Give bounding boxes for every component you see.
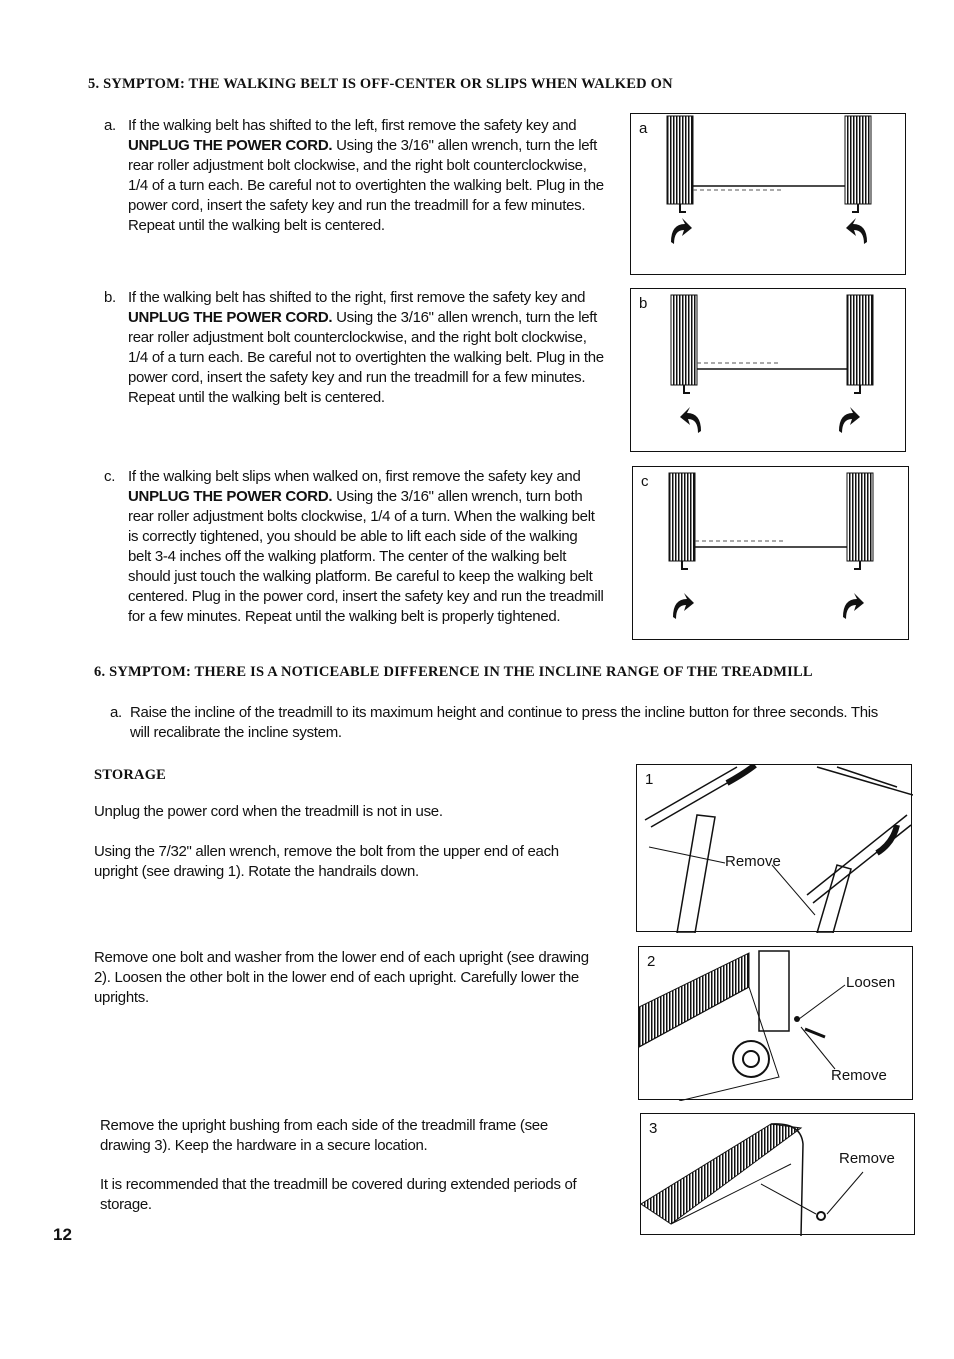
callout-remove: Remove [725, 853, 781, 870]
item-text: If the walking belt has shifted to the right, first remove the safety key and UNPLUG THE POWER CORD. Using the 3/16" allen wrench, turn the left rear roller adjustment bolt counterclockwise, and the right bolt clockwise, 1/4 of a turn each. Be careful not to overtighten the walking belt. Plug in the power cord, insert the safety key and run the treadmill for a few minutes. Repeat until the walking belt is centered. [128, 289, 604, 406]
callout-remove: Remove [831, 1067, 887, 1084]
roller-adjustment-diagram [633, 467, 910, 641]
item-label: c. [104, 468, 116, 485]
storage-paragraph-unplug: Unplug the power cord when the treadmill is not in use. [94, 803, 443, 820]
figure-label: b [639, 295, 648, 312]
storage-paragraph-bushing: Remove the upright bushing from each side of the treadmill frame (see drawing 3). Keep the hardware in a secure location. [100, 1117, 548, 1154]
figure-label: a [639, 120, 648, 137]
item-text: If the walking belt slips when walked on, first remove the safety key and UNPLUG THE POWER CORD. Using the 3/16" allen wrench, turn both rear roller adjustment bolts clockwise, 1/4 of a turn. When the walking belt is correctly tightened, you should be able to lift each side of the walking belt 3-4 inches off the walking platform. The center of the walking belt should just touch the walking platform. Be careful to keep the walking belt centered. Plug in the power cord, insert the safety key and run the treadmill for a few minutes. Repeat until the walking belt is properly tightened. [128, 468, 604, 625]
bushing-diagram [641, 1114, 916, 1236]
figure-c-tighten [632, 466, 909, 640]
figure-a-left-shift [630, 113, 906, 275]
item-text: If the walking belt has shifted to the left, first remove the safety key and UNPLUG THE POWER CORD. Using the 3/16" allen wrench, turn the left rear roller adjustment bolt clockwise, and the right bolt counterclockwise, 1/4 of a turn each. Be careful not to overtighten the walking belt. Plug in the power cord, insert the safety key and run the treadmill for a few minutes. Repeat until the walking belt is centered. [128, 117, 604, 234]
upright-diagram [637, 765, 913, 933]
instruction-6a [110, 703, 890, 743]
figure-label: c [641, 473, 649, 490]
item-label: b. [104, 289, 116, 306]
storage-paragraph-cover: It is recommended that the treadmill be covered during extended periods of storage. [100, 1176, 577, 1213]
drawing-number: 1 [645, 771, 654, 788]
instruction-5b [104, 288, 604, 408]
instruction-5a [104, 116, 604, 236]
page-number: 12 [53, 1225, 72, 1244]
instruction-5c [104, 467, 604, 627]
item-text: Raise the incline of the treadmill to its maximum height and continue to press the incline button for three seconds. This will recalibrate the incline system. [130, 704, 879, 741]
section-6-heading: 6. SYMPTOM: THERE IS A NOTICEABLE DIFFERENCE IN THE INCLINE RANGE OF THE TREADMILL [94, 664, 813, 680]
drawing-1-upright-bolt [636, 764, 912, 932]
callout-loosen: Loosen [846, 974, 896, 991]
storage-paragraph-lower-bolt: Remove one bolt and washer from the lower end of each upright (see drawing 2). Loosen the other bolt in the lower end of each upright. Carefully lower the uprights. [94, 949, 589, 1006]
drawing-3-bushing [640, 1113, 915, 1235]
roller-adjustment-diagram [631, 289, 907, 453]
callout-remove: Remove [839, 1150, 895, 1167]
storage-paragraph-upper-bolt: Using the 7/32" allen wrench, remove the bolt from the upper end of each upright (see drawing 1). Rotate the handrails down. [94, 843, 559, 880]
drawing-2-lower-bolts [638, 946, 913, 1100]
storage-heading: STORAGE [94, 767, 167, 783]
drawing-number: 2 [647, 953, 656, 970]
figure-b-right-shift [630, 288, 906, 452]
item-label: a. [104, 117, 116, 134]
item-label: a. [110, 704, 122, 721]
roller-adjustment-diagram [631, 114, 907, 276]
drawing-number: 3 [649, 1120, 658, 1137]
section-5-heading: 5. SYMPTOM: THE WALKING BELT IS OFF-CENTER OR SLIPS WHEN WALKED ON [88, 76, 673, 92]
